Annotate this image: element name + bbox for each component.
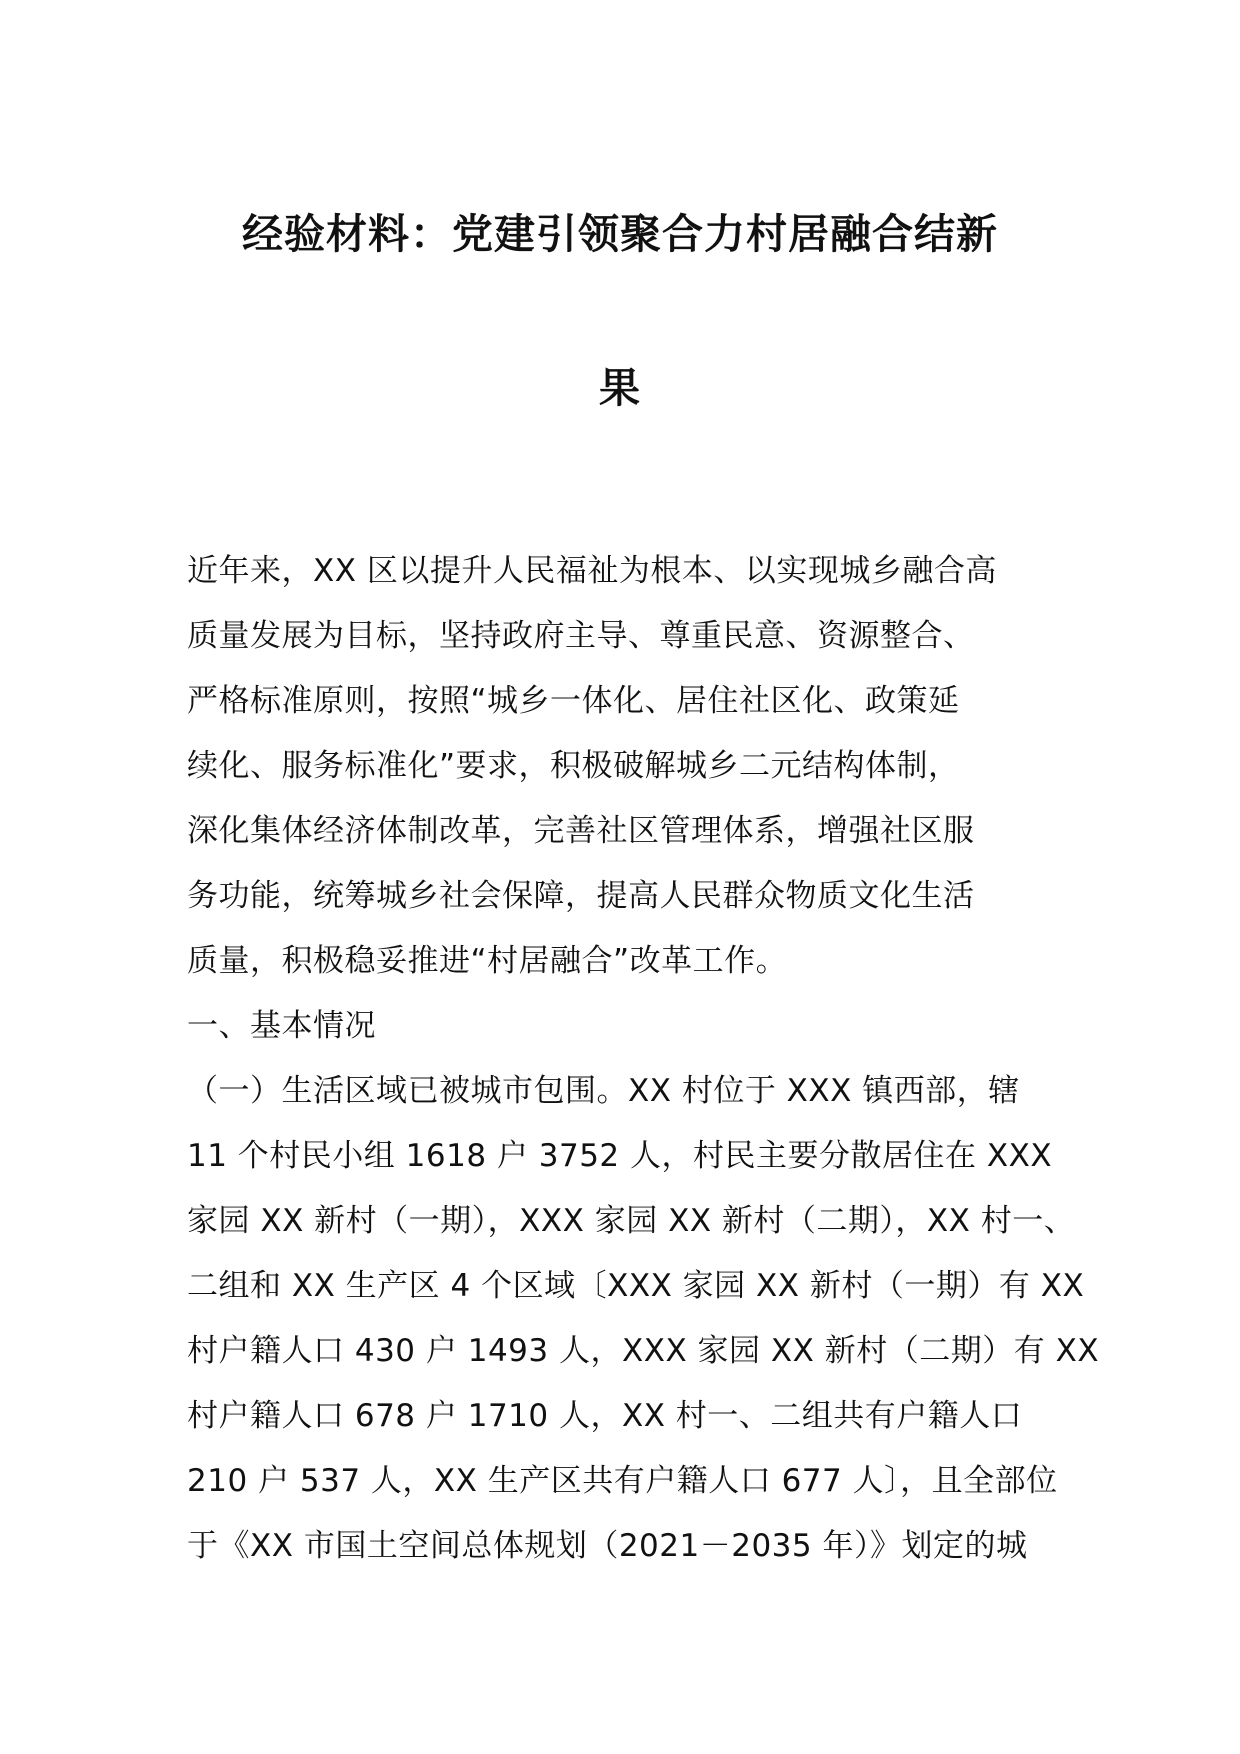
- body-line: 村户籍人口 678 户 1710 人，XX 村一、二组共有户籍人口: [187, 1398, 1023, 1434]
- body-line: 11 个村民小组 1618 户 3752 人，村民主要分散居住在 XXX: [187, 1138, 1053, 1174]
- body-line: 质量发展为目标，坚持政府主导、尊重民意、资源整合、: [187, 618, 975, 654]
- body-line: 深化集体经济体制改革，完善社区管理体系，增强社区服: [187, 813, 975, 849]
- document-title-line-1: 经验材料：党建引领聚合力村居融合结新: [242, 210, 998, 258]
- body-line: 家园 XX 新村（一期），XXX 家园 XX 新村（二期），XX 村一、: [187, 1203, 1076, 1239]
- body-line: 务功能，统筹城乡社会保障，提高人民群众物质文化生活: [187, 878, 975, 914]
- body-line: （一）生活区域已被城市包围。XX 村位于 XXX 镇西部，辖: [187, 1073, 1020, 1109]
- body-line: 二组和 XX 生产区 4 个区域〔XXX 家园 XX 新村（一期）有 XX: [187, 1268, 1085, 1304]
- section-heading: 一、基本情况: [187, 1008, 376, 1044]
- body-line: 村户籍人口 430 户 1493 人，XXX 家园 XX 新村（二期）有 XX: [187, 1333, 1100, 1369]
- body-line: 于《XX 市国土空间总体规划（2021－2035 年）》划定的城: [187, 1528, 1028, 1564]
- body-line: 210 户 537 人，XX 生产区共有户籍人口 677 人〕，且全部位: [187, 1463, 1058, 1499]
- body-line: 近年来，XX 区以提升人民福祉为根本、以实现城乡融合高: [187, 553, 997, 589]
- body-line: 严格标准原则，按照“城乡一体化、居住社区化、政策延: [187, 683, 960, 719]
- body-line: 续化、服务标准化”要求，积极破解城乡二元结构体制，: [187, 748, 960, 784]
- document-title-line-2: 果: [599, 364, 641, 412]
- body-line: 质量，积极稳妥推进“村居融合”改革工作。: [187, 943, 788, 979]
